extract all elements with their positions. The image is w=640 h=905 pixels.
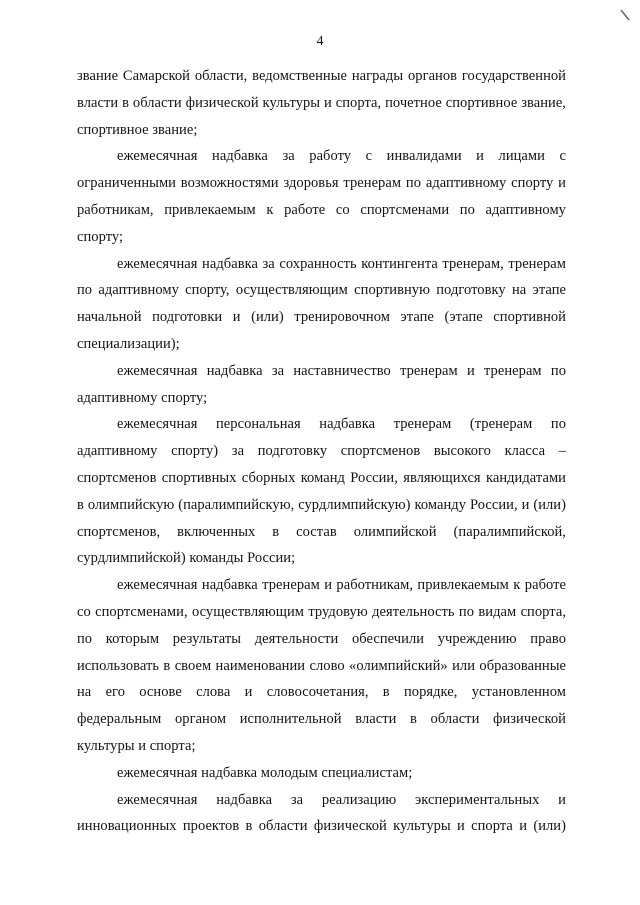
paragraph: звание Самарской области, ведомственные награды органов государственной власти в области физической культуры и спорта, почетное спортивное звание, спортивное звание;: [77, 68, 566, 138]
page-number: 4: [316, 34, 324, 49]
paragraph: ежемесячная надбавка за сохранность контингента тренерам, тренерам по адаптивному спорту, осуществляющим спортивную подготовку на этапе начальной подготовки и (или) тренировочном этапе (этапе спортивной специализации);: [77, 255, 566, 352]
scan-corner-mark: [618, 8, 632, 22]
paragraph: ежемесячная персональная надбавка тренерам (тренерам по адаптивному спорту) за подготовку спортсменов высокого класса – спортсменов спортивных сборных команд России, являющихся кандидатами в олимпийскую (паралимпийскую, сурдлимпийскую) команду России, и (или) спортсменов, включенных в состав олимпийской (паралимпийской, сурдлимпийской) команды России;: [77, 416, 566, 567]
paragraph: ежемесячная надбавка молодым специалистам;: [117, 764, 413, 781]
paragraph: ежемесячная надбавка тренерам и работникам, привлекаемым к работе со спортсменами, осуществляющим трудовую деятельность по видам спорта, по которым результаты деятельности обеспечили учреждению право использовать в своем наименовании слово «олимпийский» или образованные на его основе слова и словосочетания, в порядке, установленном федеральным органом исполнительной власти в области физической культуры и спорта;: [77, 577, 566, 754]
paragraph: ежемесячная надбавка за наставничество тренерам и тренерам по адаптивному спорту;: [77, 362, 566, 406]
paragraph: ежемесячная надбавка за работу с инвалидами и лицами с ограниченными возможностями здоровья тренерам по адаптивному спорту и работникам, привлекаемым к работе со спортсменами по адаптивному спорту;: [77, 148, 566, 245]
document-body: [77, 63, 566, 840]
paragraph: ежемесячная надбавка за реализацию экспериментальных и инновационных проектов в области физической культуры и спорта и (или): [77, 791, 566, 835]
